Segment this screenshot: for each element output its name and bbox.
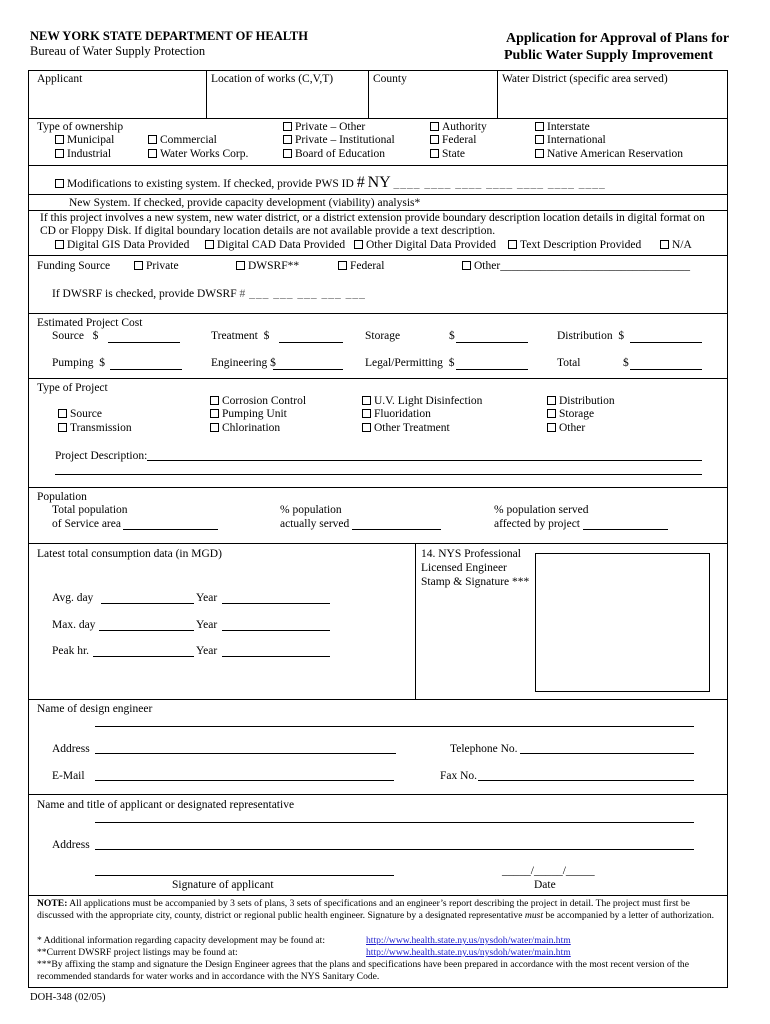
checkbox-icon[interactable] bbox=[362, 423, 371, 432]
capacity-development-link[interactable]: http://www.health.state.ny.us/nysdoh/water/main.htm bbox=[366, 935, 571, 946]
new-system-label: New System. If checked, provide capacity development (viability) analysis* bbox=[69, 197, 421, 209]
ownership-private-institutional[interactable]: Private – Institutional bbox=[283, 134, 395, 146]
new-system-text: If this project involves a new system, new water district, or a district extension provide boundary description location details in digital format on CD or Floppy Disk. If digital boundary location details are not available provide a text description. bbox=[40, 212, 705, 237]
engineer-email-input[interactable] bbox=[95, 780, 394, 781]
pws-id-blanks[interactable]: ____ ____ ____ ____ ____ ____ ____ bbox=[393, 178, 606, 190]
engineer-stamp-box[interactable] bbox=[535, 553, 710, 692]
ownership-board-education[interactable]: Board of Education bbox=[283, 148, 385, 160]
checkbox-icon[interactable] bbox=[58, 409, 67, 418]
engineer-telephone-label: Telephone No. bbox=[450, 743, 518, 755]
checkbox-icon[interactable] bbox=[430, 122, 439, 131]
pct-affected-label-2: affected by project bbox=[494, 518, 580, 530]
checkbox-icon[interactable] bbox=[210, 396, 219, 405]
engineer-address-input[interactable] bbox=[95, 753, 396, 754]
department-name: NEW YORK STATE DEPARTMENT OF HEALTH bbox=[30, 29, 308, 43]
cad-option[interactable]: Digital CAD Data Provided bbox=[205, 239, 345, 251]
ownership-interstate[interactable]: Interstate bbox=[535, 121, 590, 133]
peak-hr-year: Year bbox=[196, 645, 218, 657]
note-star3: ***By affixing the stamp and signature the Design Engineer agrees that the plans and specifications have been prepared in accordance with the most recent version of the recommended standards for water works and in accordance with the NYS Sanitary Code. bbox=[37, 959, 689, 982]
project-type-label: Type of Project bbox=[37, 382, 108, 394]
funding-dwsrf[interactable]: DWSRF** bbox=[236, 260, 299, 272]
engineer-address-label: Address bbox=[52, 743, 90, 755]
ownership-international[interactable]: International bbox=[535, 134, 606, 146]
pws-hash: # bbox=[356, 174, 365, 191]
avg-day-label: Avg. day bbox=[52, 592, 94, 604]
engineer-email-label: E-Mail bbox=[52, 770, 85, 782]
checkbox-icon[interactable] bbox=[134, 261, 143, 270]
peak-hr-year-input[interactable] bbox=[222, 656, 330, 657]
type-other-treatment[interactable]: Other Treatment bbox=[362, 422, 450, 434]
checkbox-icon[interactable] bbox=[58, 423, 67, 432]
design-engineer-label: Name of design engineer bbox=[37, 703, 153, 715]
ownership-industrial[interactable]: Industrial bbox=[55, 148, 111, 160]
note-star1: * Additional information regarding capacity development may be found at: bbox=[37, 935, 325, 946]
note-text: NOTE: All applications must be accompanied by 3 sets of plans, 3 sets of specifications and an engineer’s report describing the project in detail. The project must first be discussed with the appropriate city, county, district or regional public health engineer. Signature by a designated representative must be accompanied by a letter of authorization. bbox=[37, 898, 715, 921]
engineer-fax-input[interactable] bbox=[478, 780, 694, 781]
water-district-field[interactable]: Water District (specific area served) bbox=[502, 73, 668, 85]
type-corrosion[interactable]: Corrosion Control bbox=[210, 395, 306, 407]
modifications-checkbox[interactable]: Modifications to existing system. If checked, provide PWS ID # NY ____ ____ ____ ____ ____ ____ ____ bbox=[55, 174, 606, 192]
max-day-label: Max. day bbox=[52, 619, 96, 631]
cost-pumping[interactable]: Pumping $ bbox=[52, 357, 106, 369]
checkbox-icon[interactable] bbox=[148, 135, 157, 144]
pct-served-label-1: % population bbox=[280, 504, 342, 516]
engineer-stamp-line1: 14. NYS Professional bbox=[421, 548, 521, 560]
checkbox-icon[interactable] bbox=[283, 122, 292, 131]
form-title-line1: Application for Approval of Plans for bbox=[506, 31, 730, 46]
engineer-fax-label: Fax No. bbox=[440, 770, 478, 782]
date-label: Date bbox=[534, 879, 556, 891]
ownership-commercial[interactable]: Commercial bbox=[148, 134, 217, 146]
checkbox-icon[interactable] bbox=[55, 179, 64, 188]
na-option[interactable]: N/A bbox=[660, 239, 692, 251]
text-description-option[interactable]: Text Description Provided bbox=[508, 239, 641, 251]
checkbox-icon[interactable] bbox=[236, 261, 245, 270]
engineer-stamp-line3: Stamp & Signature *** bbox=[421, 576, 530, 588]
checkbox-icon[interactable] bbox=[283, 149, 292, 158]
funding-other[interactable]: Other_________________________________ bbox=[462, 260, 690, 272]
cost-distribution[interactable]: Distribution $ bbox=[557, 330, 625, 342]
checkbox-icon[interactable] bbox=[535, 122, 544, 131]
max-day-year-input[interactable] bbox=[222, 630, 330, 631]
consumption-label: Latest total consumption data (in MGD) bbox=[37, 548, 222, 560]
type-source[interactable]: Source bbox=[58, 408, 102, 420]
max-day-year: Year bbox=[196, 619, 218, 631]
checkbox-icon[interactable] bbox=[205, 240, 214, 249]
pct-affected-input[interactable] bbox=[583, 529, 668, 530]
applicant-address-input[interactable] bbox=[95, 849, 694, 850]
applicant-field[interactable]: Applicant bbox=[37, 73, 83, 85]
avg-day-year-input[interactable] bbox=[222, 603, 330, 604]
type-storage[interactable]: Storage bbox=[547, 408, 594, 420]
date-input[interactable]: _____/_____/_____ bbox=[502, 865, 595, 877]
cost-treatment[interactable]: Treatment $ bbox=[211, 330, 270, 342]
checkbox-icon[interactable] bbox=[210, 423, 219, 432]
pct-affected-label-1: % population served bbox=[494, 504, 589, 516]
form-title-line2: Public Water Supply Improvement bbox=[504, 48, 713, 63]
pct-served-input[interactable] bbox=[352, 529, 441, 530]
checkbox-icon[interactable] bbox=[535, 135, 544, 144]
form-id: DOH-348 (02/05) bbox=[30, 992, 106, 1003]
checkbox-icon[interactable] bbox=[354, 240, 363, 249]
checkbox-icon[interactable] bbox=[148, 149, 157, 158]
type-chlorination[interactable]: Chlorination bbox=[210, 422, 280, 434]
type-uv[interactable]: U.V. Light Disinfection bbox=[362, 395, 482, 407]
location-field[interactable]: Location of works (C,V,T) bbox=[211, 73, 334, 85]
avg-day-input[interactable] bbox=[101, 603, 194, 604]
project-description-line2[interactable] bbox=[55, 474, 702, 475]
checkbox-icon[interactable] bbox=[55, 149, 64, 158]
note-star2: **Current DWSRF project listings may be found at: bbox=[37, 947, 238, 958]
type-transmission[interactable]: Transmission bbox=[58, 422, 132, 434]
pws-ny: NY bbox=[367, 174, 391, 191]
ownership-municipal[interactable]: Municipal bbox=[55, 134, 114, 146]
type-pumping[interactable]: Pumping Unit bbox=[210, 408, 287, 420]
total-population-label-1: Total population bbox=[52, 504, 128, 516]
county-field[interactable]: County bbox=[373, 73, 407, 85]
cost-storage[interactable]: Storage bbox=[365, 330, 401, 342]
type-fluoridation[interactable]: Fluoridation bbox=[362, 408, 431, 420]
applicant-signature-input[interactable] bbox=[95, 875, 394, 876]
applicant-signature-label: Signature of applicant bbox=[172, 879, 274, 891]
cost-total-dollar: $ bbox=[623, 357, 629, 369]
funding-label: Funding Source bbox=[37, 260, 111, 272]
max-day-input[interactable] bbox=[99, 630, 194, 631]
checkbox-icon[interactable] bbox=[362, 409, 371, 418]
peak-hr-label: Peak hr. bbox=[52, 645, 90, 657]
dwsrf-listings-link[interactable]: http://www.health.state.ny.us/nysdoh/water/main.htm bbox=[366, 947, 571, 958]
checkbox-icon[interactable] bbox=[430, 149, 439, 158]
applicant-rep-label: Name and title of applicant or designated representative bbox=[37, 799, 295, 811]
ownership-authority[interactable]: Authority bbox=[430, 121, 487, 133]
funding-federal[interactable]: Federal bbox=[338, 260, 384, 272]
type-other[interactable]: Other bbox=[547, 422, 585, 434]
engineer-telephone-input[interactable] bbox=[520, 753, 694, 754]
checkbox-icon[interactable] bbox=[462, 261, 471, 270]
funding-private[interactable]: Private bbox=[134, 260, 179, 272]
cost-total[interactable]: Total bbox=[557, 357, 581, 369]
checkbox-icon[interactable] bbox=[55, 240, 64, 249]
checkbox-icon[interactable] bbox=[547, 409, 556, 418]
cost-legal[interactable]: Legal/Permitting $ bbox=[365, 357, 455, 369]
ownership-native-american[interactable]: Native American Reservation bbox=[535, 148, 683, 160]
pct-served-label-2: actually served bbox=[280, 518, 350, 530]
cost-engineering[interactable]: Engineering $ bbox=[211, 357, 276, 369]
checkbox-icon[interactable] bbox=[660, 240, 669, 249]
project-description-label: Project Description: bbox=[55, 450, 148, 462]
cost-storage-dollar: $ bbox=[449, 330, 455, 342]
design-engineer-name-input[interactable] bbox=[95, 726, 694, 727]
checkbox-icon[interactable] bbox=[547, 396, 556, 405]
population-label: Population bbox=[37, 491, 87, 503]
applicant-rep-name-input[interactable] bbox=[95, 822, 694, 823]
checkbox-icon[interactable] bbox=[283, 135, 292, 144]
total-population-input[interactable] bbox=[123, 529, 218, 530]
checkbox-icon[interactable] bbox=[362, 396, 371, 405]
checkbox-icon[interactable] bbox=[430, 135, 439, 144]
checkbox-icon[interactable] bbox=[210, 409, 219, 418]
checkbox-icon[interactable] bbox=[55, 135, 64, 144]
applicant-address-label: Address bbox=[52, 839, 90, 851]
cost-source[interactable]: Source $ bbox=[52, 330, 99, 342]
gis-option[interactable]: Digital GIS Data Provided bbox=[55, 239, 189, 251]
checkbox-icon[interactable] bbox=[508, 240, 517, 249]
total-population-label-2: of Service area bbox=[52, 518, 121, 530]
type-distribution[interactable]: Distribution bbox=[547, 395, 615, 407]
checkbox-icon[interactable] bbox=[547, 423, 556, 432]
ownership-private-other[interactable]: Private – Other bbox=[283, 121, 365, 133]
avg-day-year: Year bbox=[196, 592, 218, 604]
dwsrf-number[interactable]: If DWSRF is checked, provide DWSRF # ___ ___ ___ ___ ___ bbox=[52, 288, 366, 300]
ownership-federal[interactable]: Federal bbox=[430, 134, 476, 146]
checkbox-icon[interactable] bbox=[535, 149, 544, 158]
ownership-state[interactable]: State bbox=[430, 148, 465, 160]
other-digital-option[interactable]: Other Digital Data Provided bbox=[354, 239, 496, 251]
bureau-name: Bureau of Water Supply Protection bbox=[30, 44, 206, 58]
cost-label: Estimated Project Cost bbox=[37, 317, 143, 329]
peak-hr-input[interactable] bbox=[93, 656, 194, 657]
project-description-line1[interactable] bbox=[147, 460, 702, 461]
checkbox-icon[interactable] bbox=[338, 261, 347, 270]
ownership-label: Type of ownership bbox=[37, 121, 124, 133]
engineer-stamp-line2: Licensed Engineer bbox=[421, 562, 507, 574]
ownership-water-works[interactable]: Water Works Corp. bbox=[148, 148, 248, 160]
